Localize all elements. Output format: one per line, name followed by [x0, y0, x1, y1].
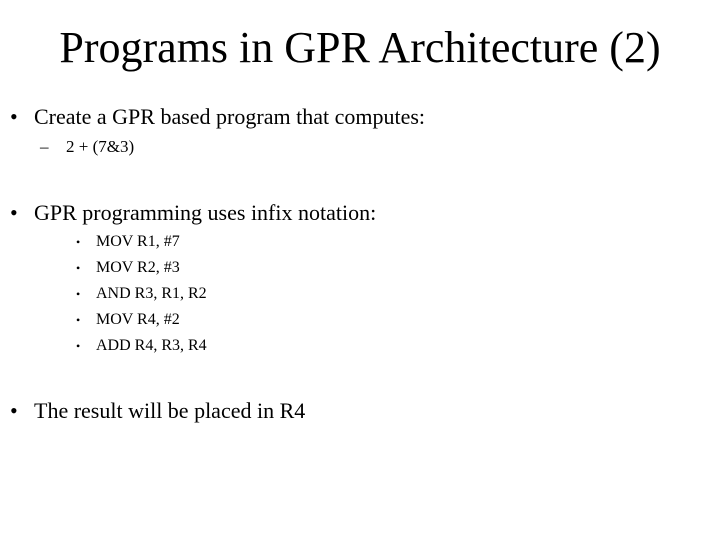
- bullet-marker: •: [10, 200, 18, 225]
- code-text: MOV R1, #7: [96, 233, 180, 250]
- code-bullet-marker: •: [76, 313, 81, 327]
- bullet-item-1: [10, 103, 425, 131]
- code-bullet-marker: •: [76, 287, 81, 301]
- code-text: MOV R4, #2: [96, 311, 180, 328]
- code-line: [76, 232, 180, 252]
- code-line: [76, 284, 207, 304]
- code-bullet-marker: •: [76, 339, 81, 353]
- slide-title: Programs in GPR Architecture (2): [59, 23, 661, 72]
- code-line: [76, 336, 207, 356]
- code-text: MOV R2, #3: [96, 259, 180, 276]
- sub-bullet-marker: –: [40, 137, 49, 156]
- code-line: [76, 258, 180, 278]
- bullet-marker: •: [10, 104, 18, 129]
- bullet-marker: •: [10, 398, 18, 423]
- bullet-item-2: [10, 199, 376, 227]
- bullet-text: The result will be placed in R4: [34, 398, 306, 423]
- code-bullet-marker: •: [76, 235, 81, 249]
- code-text: ADD R4, R3, R4: [96, 337, 207, 354]
- code-line: [76, 310, 180, 330]
- bullet-item-3: [10, 397, 305, 425]
- bullet-text: Create a GPR based program that computes:: [34, 104, 426, 129]
- bullet-text: GPR programming uses infix notation:: [34, 200, 377, 225]
- code-bullet-marker: •: [76, 261, 81, 275]
- expression-text: 2 + (7&3): [66, 137, 135, 156]
- sub-bullet-expression: [40, 136, 134, 158]
- code-text: AND R3, R1, R2: [96, 285, 207, 302]
